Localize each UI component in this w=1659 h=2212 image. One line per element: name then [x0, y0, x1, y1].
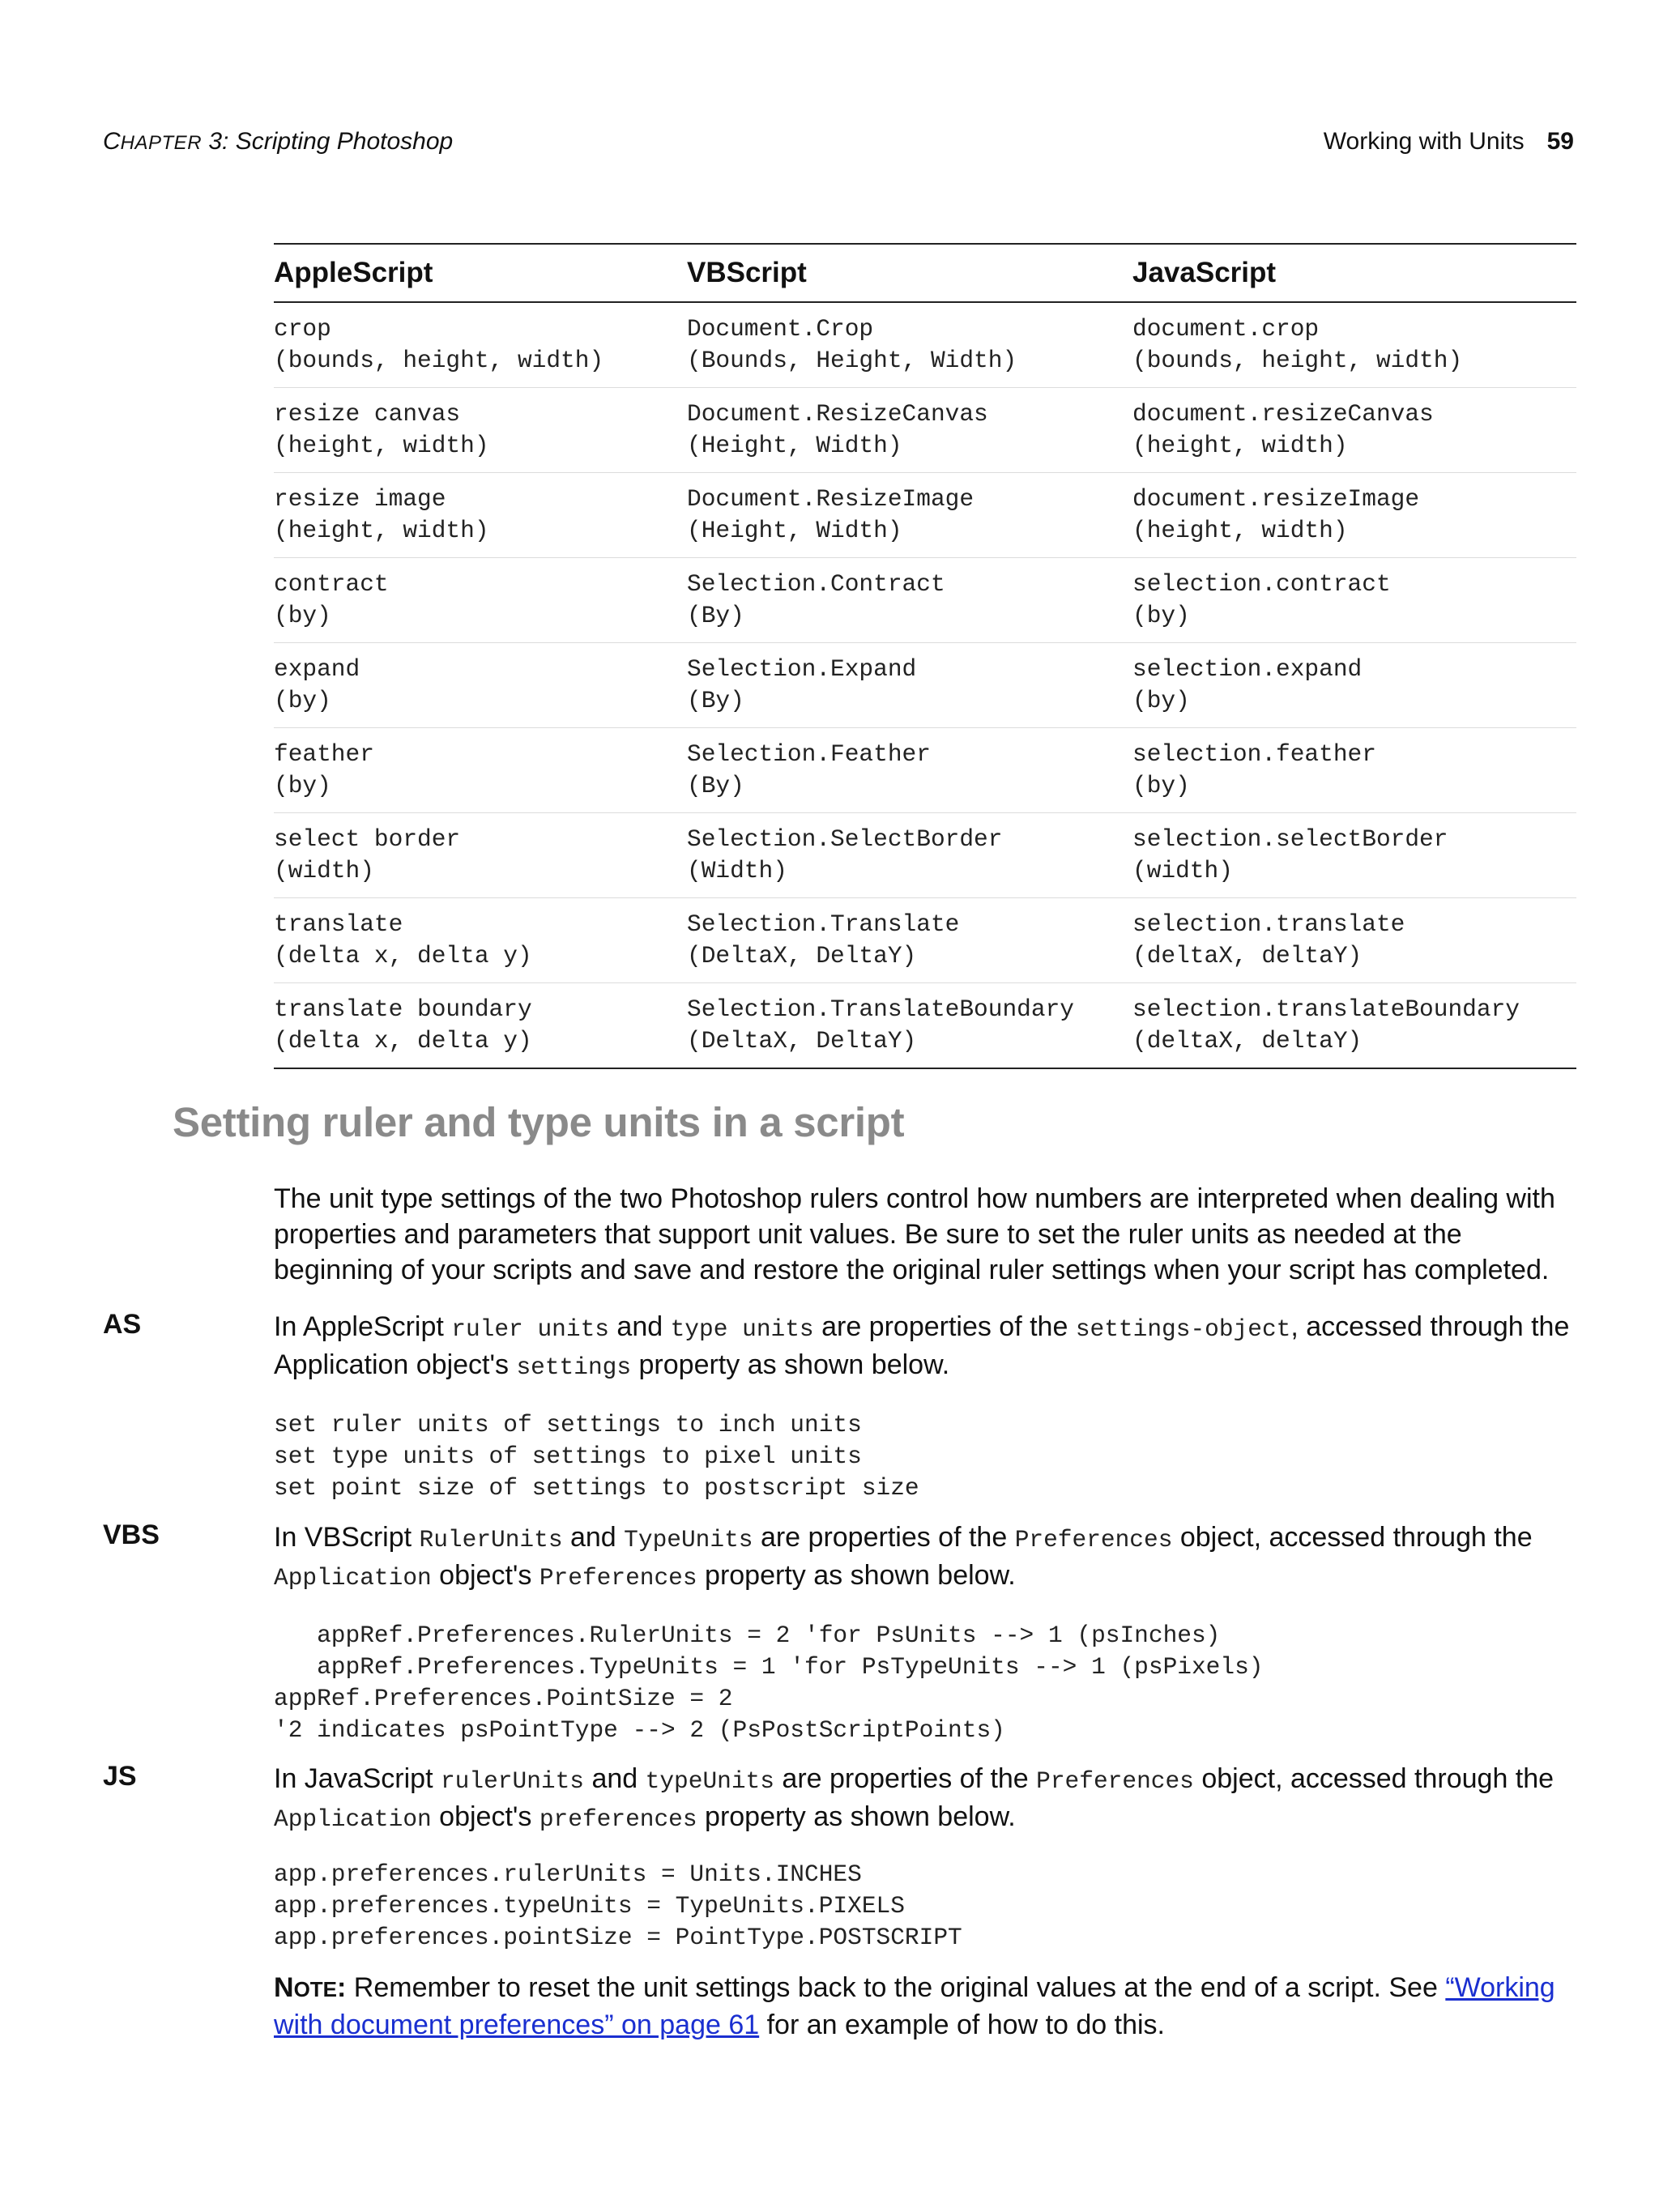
cell-javascript: selection.contract (by) [1132, 570, 1391, 629]
table-header-row [274, 243, 1576, 303]
cell-applescript: crop (bounds, height, width) [274, 315, 604, 374]
cell-vbscript: Document.ResizeCanvas (Height, Width) [687, 400, 988, 459]
table-row [274, 473, 1576, 558]
cell-applescript: feather (by) [274, 740, 374, 799]
working-with-document-preferences-link[interactable]: “Working with document preferences” on page 61 [274, 1972, 1555, 2040]
table-row [274, 983, 1576, 1069]
running-header-section [1324, 128, 1574, 156]
cell-javascript: document.crop (bounds, height, width) [1132, 315, 1463, 374]
js-paragraph: In JavaScript rulerUnits and typeUnits are properties of the Preferences object, accessed through the Application object's preferences property as shown below. [274, 1763, 1555, 1833]
cell-applescript: contract (by) [274, 570, 389, 629]
cell-vbscript: Selection.SelectBorder (Width) [687, 825, 1003, 884]
table-body [274, 303, 1576, 1069]
column-header-applescript: AppleScript [274, 257, 433, 288]
as-code-block: set ruler units of settings to inch units set type units of settings to pixel units set point size of settings to postscript size [274, 1411, 919, 1502]
section-title: Working with Units [1323, 128, 1525, 155]
cell-vbscript: Selection.Translate (DeltaX, DeltaY) [687, 910, 960, 970]
cell-applescript: resize image (height, width) [274, 485, 489, 544]
vbs-label: VBS [103, 1519, 160, 1550]
cell-applescript: resize canvas (height, width) [274, 400, 489, 459]
table-row [274, 558, 1576, 643]
cell-javascript: document.resizeImage (height, width) [1132, 485, 1420, 544]
note-label: NOTE: [274, 1972, 347, 2003]
cell-applescript: translate (delta x, delta y) [274, 910, 532, 970]
table-row [274, 728, 1576, 813]
cell-vbscript: Document.ResizeImage (Height, Width) [687, 485, 975, 544]
table-row [274, 643, 1576, 728]
column-header-vbscript: VBScript [687, 257, 807, 288]
as-label: AS [103, 1309, 142, 1340]
cell-javascript: selection.selectBorder (width) [1132, 825, 1448, 884]
cell-vbscript: Selection.TranslateBoundary (DeltaX, DeltaY) [687, 995, 1074, 1055]
cell-javascript: selection.translateBoundary (deltaX, deltaY) [1132, 995, 1520, 1055]
running-header-chapter: CHAPTER 3: Scripting Photoshop [103, 128, 454, 155]
cell-applescript: translate boundary (delta x, delta y) [274, 995, 532, 1055]
cell-vbscript: Selection.Expand (By) [687, 655, 917, 714]
cell-javascript: selection.translate (deltaX, deltaY) [1132, 910, 1405, 970]
cell-javascript: selection.feather (by) [1132, 740, 1376, 799]
cell-vbscript: Selection.Contract (By) [687, 570, 945, 629]
as-paragraph: In AppleScript ruler units and type units are properties of the settings-object, accessed through the Application object's settings property as shown below. [274, 1311, 1570, 1381]
table-row [274, 303, 1576, 388]
cell-vbscript: Selection.Feather (By) [687, 740, 931, 799]
column-header-javascript: JavaScript [1132, 257, 1277, 288]
cell-applescript: expand (by) [274, 655, 360, 714]
js-code-block: app.preferences.rulerUnits = Units.INCHES app.preferences.typeUnits = TypeUnits.PIXELS app.preferences.pointSize = PointType.POSTSCRIPT [274, 1860, 962, 1951]
cell-applescript: select border (width) [274, 825, 461, 884]
js-label: JS [103, 1761, 137, 1792]
table-row [274, 388, 1576, 473]
cell-javascript: document.resizeCanvas (height, width) [1132, 400, 1434, 459]
cell-vbscript: Document.Crop (Bounds, Height, Width) [687, 315, 1017, 374]
note-paragraph: NOTE: Remember to reset the unit settings back to the original values at the end of a script. See “Working with document preferences” on page 61 for an example of how to do this. [274, 1972, 1555, 2040]
method-comparison-table [274, 243, 1576, 1069]
intro-paragraph: The unit type settings of the two Photoshop rulers control how numbers are interpreted when dealing with properties and parameters that support unit values. Be sure to set the ruler units as needed at the beginning of your scripts and save and restore the original ruler settings when your script has completed. [274, 1183, 1555, 1285]
vbs-code-block: appRef.Preferences.RulerUnits = 2 'for PsUnits --> 1 (psInches) appRef.Preferences.TypeUnits = 1 'for PsTypeUnits --> 1 (psPixels) appRef.Preferences.PointSize = 2 '2 indicates psPointType --> 2 (PsPostScriptPoints) [274, 1622, 1264, 1744]
cell-javascript: selection.expand (by) [1132, 655, 1363, 714]
page-number: 59 [1546, 128, 1574, 155]
vbs-paragraph: In VBScript RulerUnits and TypeUnits are properties of the Preferences object, accessed through the Application object's Preferences property as shown below. [274, 1522, 1533, 1592]
section-heading: Setting ruler and type units in a script [173, 1099, 905, 1145]
table-row [274, 898, 1576, 983]
table-row [274, 813, 1576, 898]
